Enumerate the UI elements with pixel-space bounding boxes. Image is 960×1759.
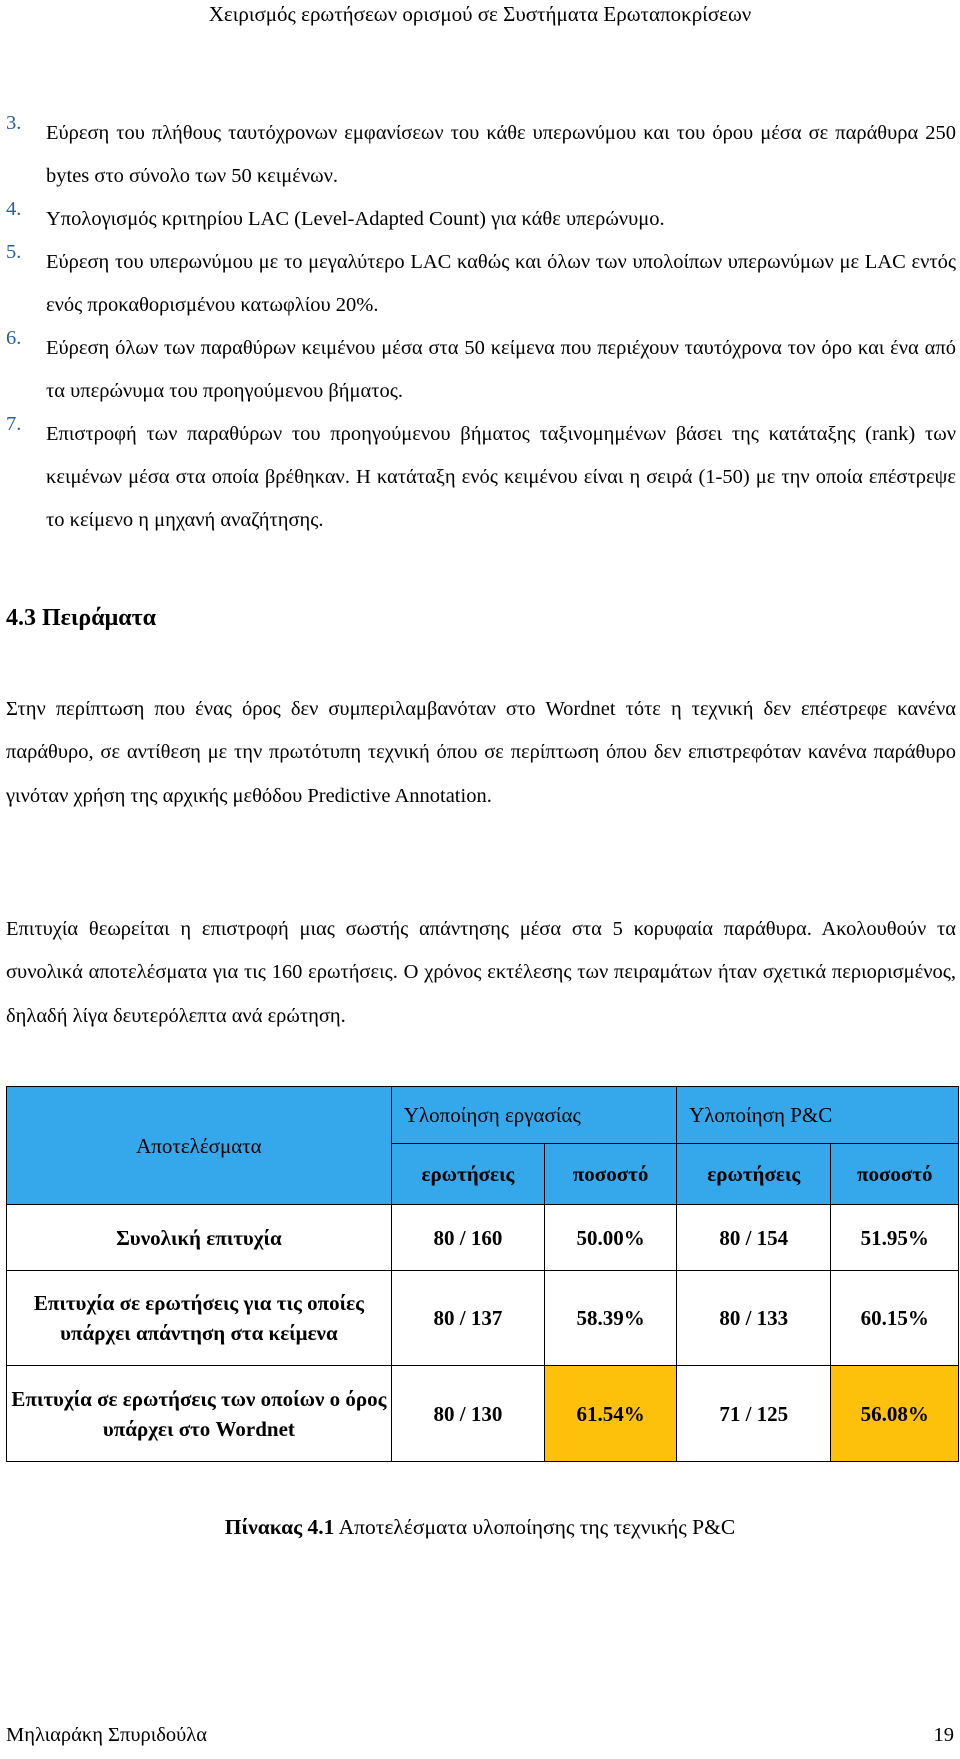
cell-percent: 50.00% <box>545 1205 677 1271</box>
row-label: Επιτυχία σε ερωτήσεις των οποίων ο όρος υπάρχει στο Wordnet <box>7 1366 392 1462</box>
cell-percent: 51.95% <box>831 1205 959 1271</box>
footer-author: Μηλιαράκη Σπυριδούλα <box>6 1724 207 1746</box>
cell-percent-highlighted: 56.08% <box>831 1366 959 1462</box>
table-row <box>7 1366 959 1462</box>
subheader-percent: ποσοστό <box>545 1144 677 1205</box>
table-corner-header: Αποτελέσματα <box>7 1087 392 1205</box>
page-number: 19 <box>933 1724 954 1746</box>
list-number: 6. <box>6 327 22 349</box>
table-caption <box>0 1512 960 1542</box>
cell-questions: 80 / 160 <box>391 1205 544 1271</box>
list-text: Εύρεση όλων των παραθύρων κειμένου μέσα στα 50 κείμενα που περιέχουν ταυτόχρονα τον όρο και ένα από τα υπερώνυμα του προηγούμενου βήματος. <box>46 337 956 402</box>
list-item <box>6 327 956 413</box>
row-label: Συνολική επιτυχία <box>7 1205 392 1271</box>
cell-questions: 80 / 133 <box>677 1271 831 1366</box>
page-header: Χειρισμός ερωτήσεων ορισμού σε Συστήματα Ερωταποκρίσεων <box>208 2 752 26</box>
cell-percent-highlighted: 61.54% <box>545 1366 677 1462</box>
table-row <box>7 1271 959 1366</box>
cell-questions: 71 / 125 <box>677 1366 831 1462</box>
caption-label: Πίνακας 4.1 <box>224 1515 335 1539</box>
cell-percent: 58.39% <box>545 1271 677 1366</box>
list-text: Υπολογισμός κριτηρίου LAC (Level-Adapted Count) για κάθε υπερώνυμο. <box>46 208 665 230</box>
list-item <box>6 413 956 542</box>
subheader-percent: ποσοστό <box>831 1144 959 1205</box>
list-item <box>6 112 956 198</box>
paragraph: Στην περίπτωση που ένας όρος δεν συμπεριλαμβανόταν στο Wordnet τότε η τεχνική δεν επέστρεφε κανένα παράθυρο, σε αντίθεση με την πρωτότυπη τεχνική όπου σε περίπτωση όπου δεν επιστρεφόταν κανένα παράθυρο γινόταν χρήση της αρχικής μεθόδου Predictive Annotation. <box>6 698 956 807</box>
subheader-questions: ερωτήσεις <box>677 1144 831 1205</box>
group-header-pc: Υλοποίηση P&C <box>677 1087 959 1144</box>
caption-text: Αποτελέσματα υλοποίησης της τεχνικής P&C <box>334 1515 736 1539</box>
section-heading: 4.3 Πειράματα <box>6 605 157 631</box>
list-item <box>6 198 956 241</box>
row-label: Επιτυχία σε ερωτήσεις για τις οποίες υπάρχει απάντηση στα κείμενα <box>7 1271 392 1366</box>
group-header-work: Υλοποίηση εργασίας <box>391 1087 676 1144</box>
list-number: 4. <box>6 198 22 220</box>
table-row <box>7 1205 959 1271</box>
steps-list <box>6 112 956 542</box>
cell-questions: 80 / 137 <box>391 1271 544 1366</box>
cell-questions: 80 / 154 <box>677 1205 831 1271</box>
list-text: Εύρεση του πλήθους ταυτόχρονων εμφανίσεων του κάθε υπερωνύμου και του όρου μέσα σε παράθυρα 250 bytes στο σύνολο των 50 κειμένων. <box>46 122 956 187</box>
cell-questions: 80 / 130 <box>391 1366 544 1462</box>
list-text: Επιστροφή των παραθύρων του προηγούμενου βήματος ταξινομημένων βάσει της κατάταξης (rank) των κειμένων μέσα στα οποία βρέθηκαν. Η κατάταξη ενός κειμένου είναι η σειρά (1-50) με την οποία επέστρεψε το κείμενο η μηχανή αναζήτησης. <box>46 423 956 531</box>
list-text: Εύρεση του υπερωνύμου με το μεγαλύτερο LAC καθώς και όλων των υπολοίπων υπερωνύμων με LAC εντός ενός προκαθορισμένου κατωφλίου 20%. <box>46 251 956 316</box>
table-header-row <box>7 1087 959 1144</box>
subheader-questions: ερωτήσεις <box>391 1144 544 1205</box>
list-item <box>6 241 956 327</box>
list-number: 7. <box>6 413 22 435</box>
list-number: 5. <box>6 241 22 263</box>
list-number: 3. <box>6 112 22 134</box>
cell-percent: 60.15% <box>831 1271 959 1366</box>
paragraph: Επιτυχία θεωρείται η επιστροφή μιας σωστής απάντησης μέσα στα 5 κορυφαία παράθυρα. Ακολουθούν τα συνολικά αποτελέσματα για τις 160 ερωτήσεις. Ο χρόνος εκτέλεσης των πειραμάτων ήταν σχετικά περιορισμένος, δηλαδή λίγα δευτερόλεπτα ανά ερώτηση. <box>6 918 956 1027</box>
results-table <box>6 1086 959 1462</box>
